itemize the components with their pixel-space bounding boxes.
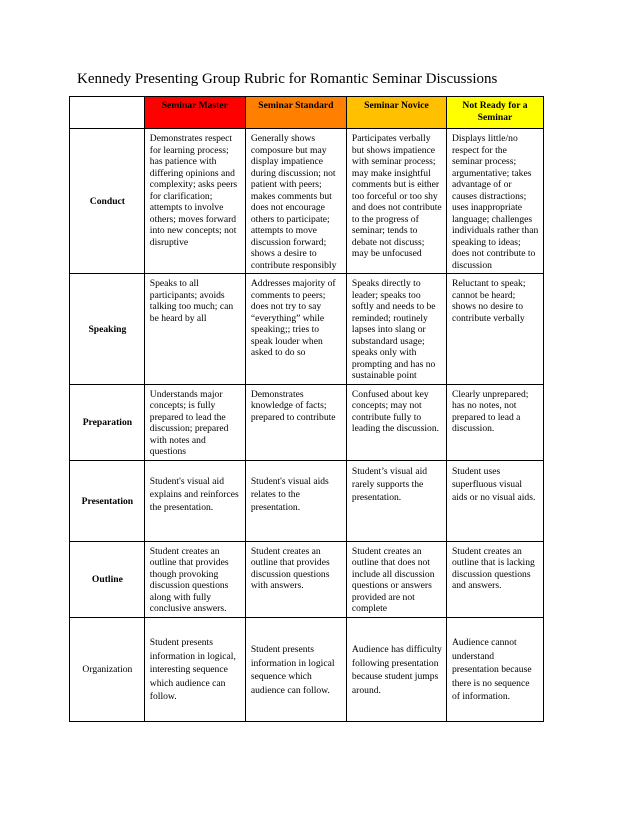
header-seminar-master: Seminar Master <box>144 97 245 129</box>
cell-preparation-standard: Demonstrates knowledge of facts; prepared to contribute <box>245 384 346 460</box>
rubric-table <box>69 96 544 722</box>
cell-conduct-not-ready: Displays little/no respect for the seminar process; argumentative; takes advantage of or causes distractions; uses inappropriate language; challenges individuals rather than speaking to ideas; does not contribute to discussion <box>446 129 543 274</box>
header-cell-blank <box>70 97 145 129</box>
cell-outline-not-ready: Student creates an outline that is lacking discussion questions and answers. <box>446 541 543 617</box>
row-label-outline: Outline <box>70 541 145 617</box>
document-title: Kennedy Presenting Group Rubric for Romantic Seminar Discussions <box>77 71 498 87</box>
cell-speaking-novice: Speaks directly to leader; speaks too softly and needs to be reminded; routinely lapses into slang or substandard usage; speaks only with prompting and has no sustainable point <box>346 274 446 385</box>
cell-preparation-not-ready: Clearly unprepared; has no notes, not prepared to lead a discussion. <box>446 384 543 460</box>
cell-outline-novice: Student creates an outline that does not include all discussion questions or answers provided are not complete <box>346 541 446 617</box>
rubric-row-presentation <box>70 460 544 541</box>
cell-presentation-not-ready: Student uses superfluous visual aids or no visual aids. <box>446 460 543 541</box>
cell-preparation-novice: Confused about key concepts; may not contribute fully to leading the discussion. <box>346 384 446 460</box>
cell-presentation-master: Student's visual aid explains and reinforces the presentation. <box>144 460 245 541</box>
cell-speaking-standard: Addresses majority of comments to peers; does not try to say “everything” while speaking;; tries to speak louder when asked to do so <box>245 274 346 385</box>
cell-organization-not-ready: Audience cannot understand presentation because there is no sequence of information. <box>446 617 543 721</box>
cell-presentation-novice: Student’s visual aid rarely supports the presentation. <box>346 460 446 541</box>
header-seminar-standard: Seminar Standard <box>245 97 346 129</box>
rubric-row-organization <box>70 617 544 721</box>
cell-speaking-master: Speaks to all participants; avoids talking too much; can be heard by all <box>144 274 245 385</box>
rubric-row-preparation <box>70 384 544 460</box>
row-label-speaking: Speaking <box>70 274 145 385</box>
rubric-row-conduct <box>70 129 544 274</box>
header-not-ready: Not Ready for a Seminar <box>446 97 543 129</box>
rubric-row-speaking <box>70 274 544 385</box>
cell-organization-standard: Student presents information in logical sequence which audience can follow. <box>245 617 346 721</box>
row-label-organization: Organization <box>70 617 145 721</box>
cell-outline-standard: Student creates an outline that provides discussion questions with answers. <box>245 541 346 617</box>
cell-conduct-master: Demonstrates respect for learning process; has patience with differing opinions and complexity; asks peers for clarification; attempts to involve others; moves forward into new concepts; not disruptive <box>144 129 245 274</box>
cell-presentation-standard: Student's visual aids relates to the presentation. <box>245 460 346 541</box>
cell-outline-master: Student creates an outline that provides though provoking discussion questions along with fully conclusive answers. <box>144 541 245 617</box>
cell-organization-master: Student presents information in logical, interesting sequence which audience can follow. <box>144 617 245 721</box>
header-row <box>70 97 544 129</box>
row-label-preparation: Preparation <box>70 384 145 460</box>
cell-conduct-novice: Participates verbally but shows impatience with seminar process; may make insightful comments but is either too forceful or too shy and does not contribute to the progress of seminar; tends to debate not discuss; may be unfocused <box>346 129 446 274</box>
cell-organization-novice: Audience has difficulty following presentation because student jumps around. <box>346 617 446 721</box>
cell-preparation-master: Understands major concepts; is fully prepared to lead the discussion; prepared with notes and questions <box>144 384 245 460</box>
header-seminar-novice: Seminar Novice <box>346 97 446 129</box>
cell-conduct-standard: Generally shows composure but may display impatience during discussion; not patient with peers; makes comments but does not encourage others to participate; attempts to move discussion forward; shows a desire to contribute responsibly <box>245 129 346 274</box>
row-label-presentation: Presentation <box>70 460 145 541</box>
row-label-conduct: Conduct <box>70 129 145 274</box>
cell-speaking-not-ready: Reluctant to speak; cannot be heard; shows no desire to contribute verbally <box>446 274 543 385</box>
rubric-row-outline <box>70 541 544 617</box>
